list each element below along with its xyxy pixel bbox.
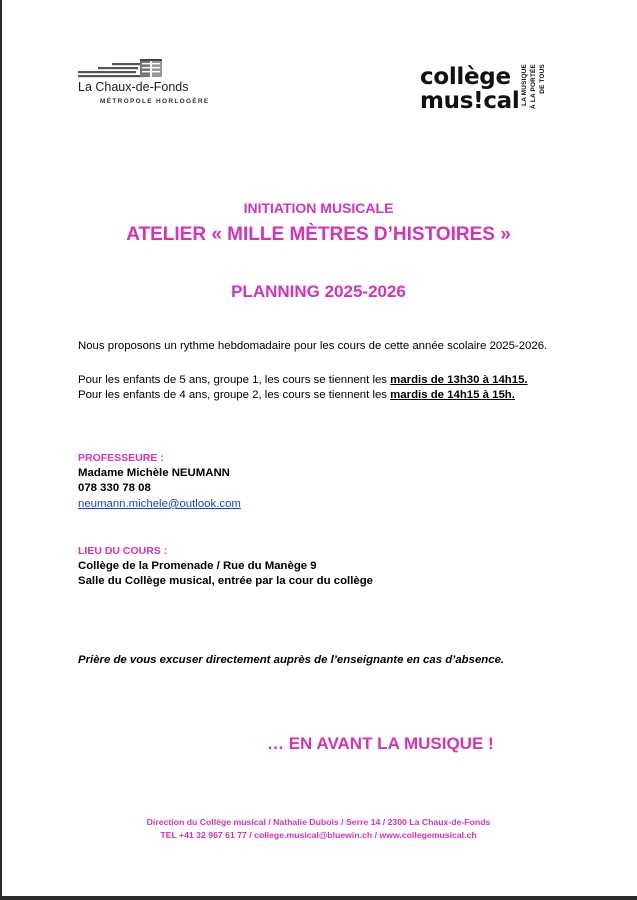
heading-planning: PLANNING 2025-2026 (231, 282, 406, 301)
schedule-line-1-time: mardis de 13h30 à 14h15. (390, 374, 528, 386)
footer-contact: TEL +41 32 967 61 77 / college.musical@bluewin.ch / www.collegemusical.ch (160, 830, 477, 840)
page-edge-left (0, 0, 2, 900)
schedule-line-2 (78, 389, 515, 401)
logo-tagline-line-2: À LA PORTÉE (530, 64, 537, 109)
teacher-name: Madame Michèle NEUMANN (78, 467, 230, 479)
city-logo-name: La Chaux-de-Fonds (78, 80, 189, 94)
location-line-1: Collège de la Promenade / Rue du Manège 9 (78, 560, 317, 572)
schedule-line-1 (78, 374, 528, 386)
logo-word-college: collège (420, 64, 511, 90)
heading-subtitle: INITIATION MUSICALE (243, 200, 394, 216)
location-line-2: Salle du Collège musical, entrée par la cour du collège (78, 575, 373, 587)
college-musical-logo (418, 62, 568, 132)
logo-tagline-line-3: DE TOUS (539, 64, 546, 94)
logo-word-musical: mus!cal (420, 88, 520, 114)
heading-title: ATELIER « MILLE MÈTRES D’HISTOIRES » (126, 224, 511, 245)
logo-tagline-line-1: LA MUSIQUE (521, 64, 528, 106)
logo-tagline (521, 62, 557, 126)
footer-address: Direction du Collège musical / Nathalie Dubois / Serre 14 / 2300 La Chaux-de-Fonds (146, 817, 491, 827)
teacher-label: PROFESSEURE : (78, 452, 164, 464)
city-logo (78, 56, 228, 116)
closing-call-to-action: … EN AVANT LA MUSIQUE ! (267, 734, 494, 753)
schedule-line-2-text: Pour les enfants de 4 ans, groupe 2, les cours se tiennent les (78, 389, 391, 401)
city-bars-logo-icon (78, 56, 168, 78)
teacher-phone: 078 330 78 08 (78, 482, 151, 494)
schedule-line-1-text: Pour les enfants de 5 ans, groupe 1, les cours se tiennent les (78, 374, 391, 386)
location-label: LIEU DU COURS : (78, 545, 168, 557)
schedule-line-2-time: mardis de 14h15 à 15h. (390, 389, 515, 401)
intro-paragraph: Nous proposons un rythme hebdomadaire pour les cours de cette année scolaire 2025-2026. (78, 340, 548, 352)
city-logo-subtitle: MÉTROPOLE HORLOGÈRE (100, 98, 210, 105)
teacher-email-link[interactable]: neumann.michele@outlook.com (78, 498, 241, 510)
page-edge-bottom (0, 896, 637, 900)
absence-notice: Prière de vous excuser directement auprès de l’enseignante en cas d’absence. (78, 654, 505, 666)
